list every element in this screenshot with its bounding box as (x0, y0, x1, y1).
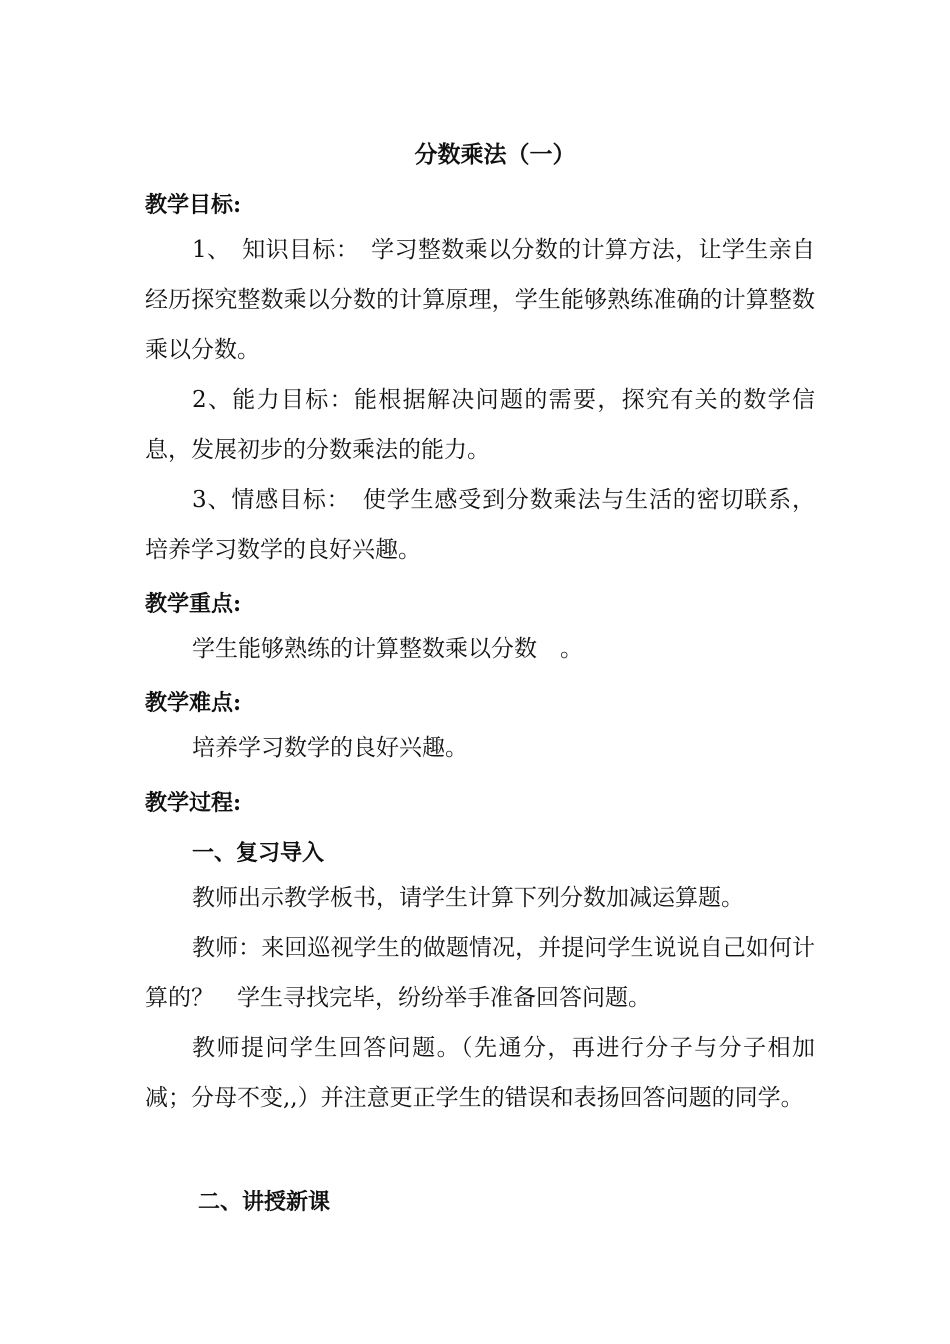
page-title: 分数乘法（一） (414, 141, 576, 168)
key-point-heading: 教学重点: (145, 591, 242, 617)
objectives-heading: 教学目标: (145, 192, 242, 218)
objective-3-paragraph: 3、情感目标： 使学生感受到分数乘法与生活的密切联系，培养学习数学的良好兴趣。 (145, 487, 815, 563)
new-lesson-heading: 二、讲授新课 (198, 1189, 331, 1215)
process-heading: 教学过程: (145, 790, 242, 816)
review-paragraph-1: 教师出示教学板书，请学生计算下列分数加减运算题。 (192, 885, 744, 911)
difficulty-text: 培养学习数学的良好兴趣。 (192, 735, 468, 761)
review-section-heading: 一、复习导入 (192, 840, 325, 866)
review-paragraph-3: 教师提问学生回答问题。（先通分，再进行分子与分子相加减；分母不变,,）并注意更正学生的错误和表扬回答问题的同学。 (145, 1035, 815, 1111)
difficulty-heading: 教学难点: (145, 690, 242, 716)
objective-1-paragraph: 1、 知识目标： 学习整数乘以分数的计算方法，让学生亲自经历探究整数乘以分数的计算原理，学生能够熟练准确的计算整数乘以分数。 (145, 237, 815, 363)
review-paragraph-2: 教师：来回巡视学生的做题情况，并提问学生说说自己如何计算的？ 学生寻找完毕，纷纷举手准备回答问题。 (145, 935, 815, 1011)
objective-2-paragraph: 2、能力目标：能根据解决问题的需要，探究有关的数学信息，发展初步的分数乘法的能力。 (145, 387, 815, 463)
key-point-text: 学生能够熟练的计算整数乘以分数 。 (192, 636, 583, 662)
